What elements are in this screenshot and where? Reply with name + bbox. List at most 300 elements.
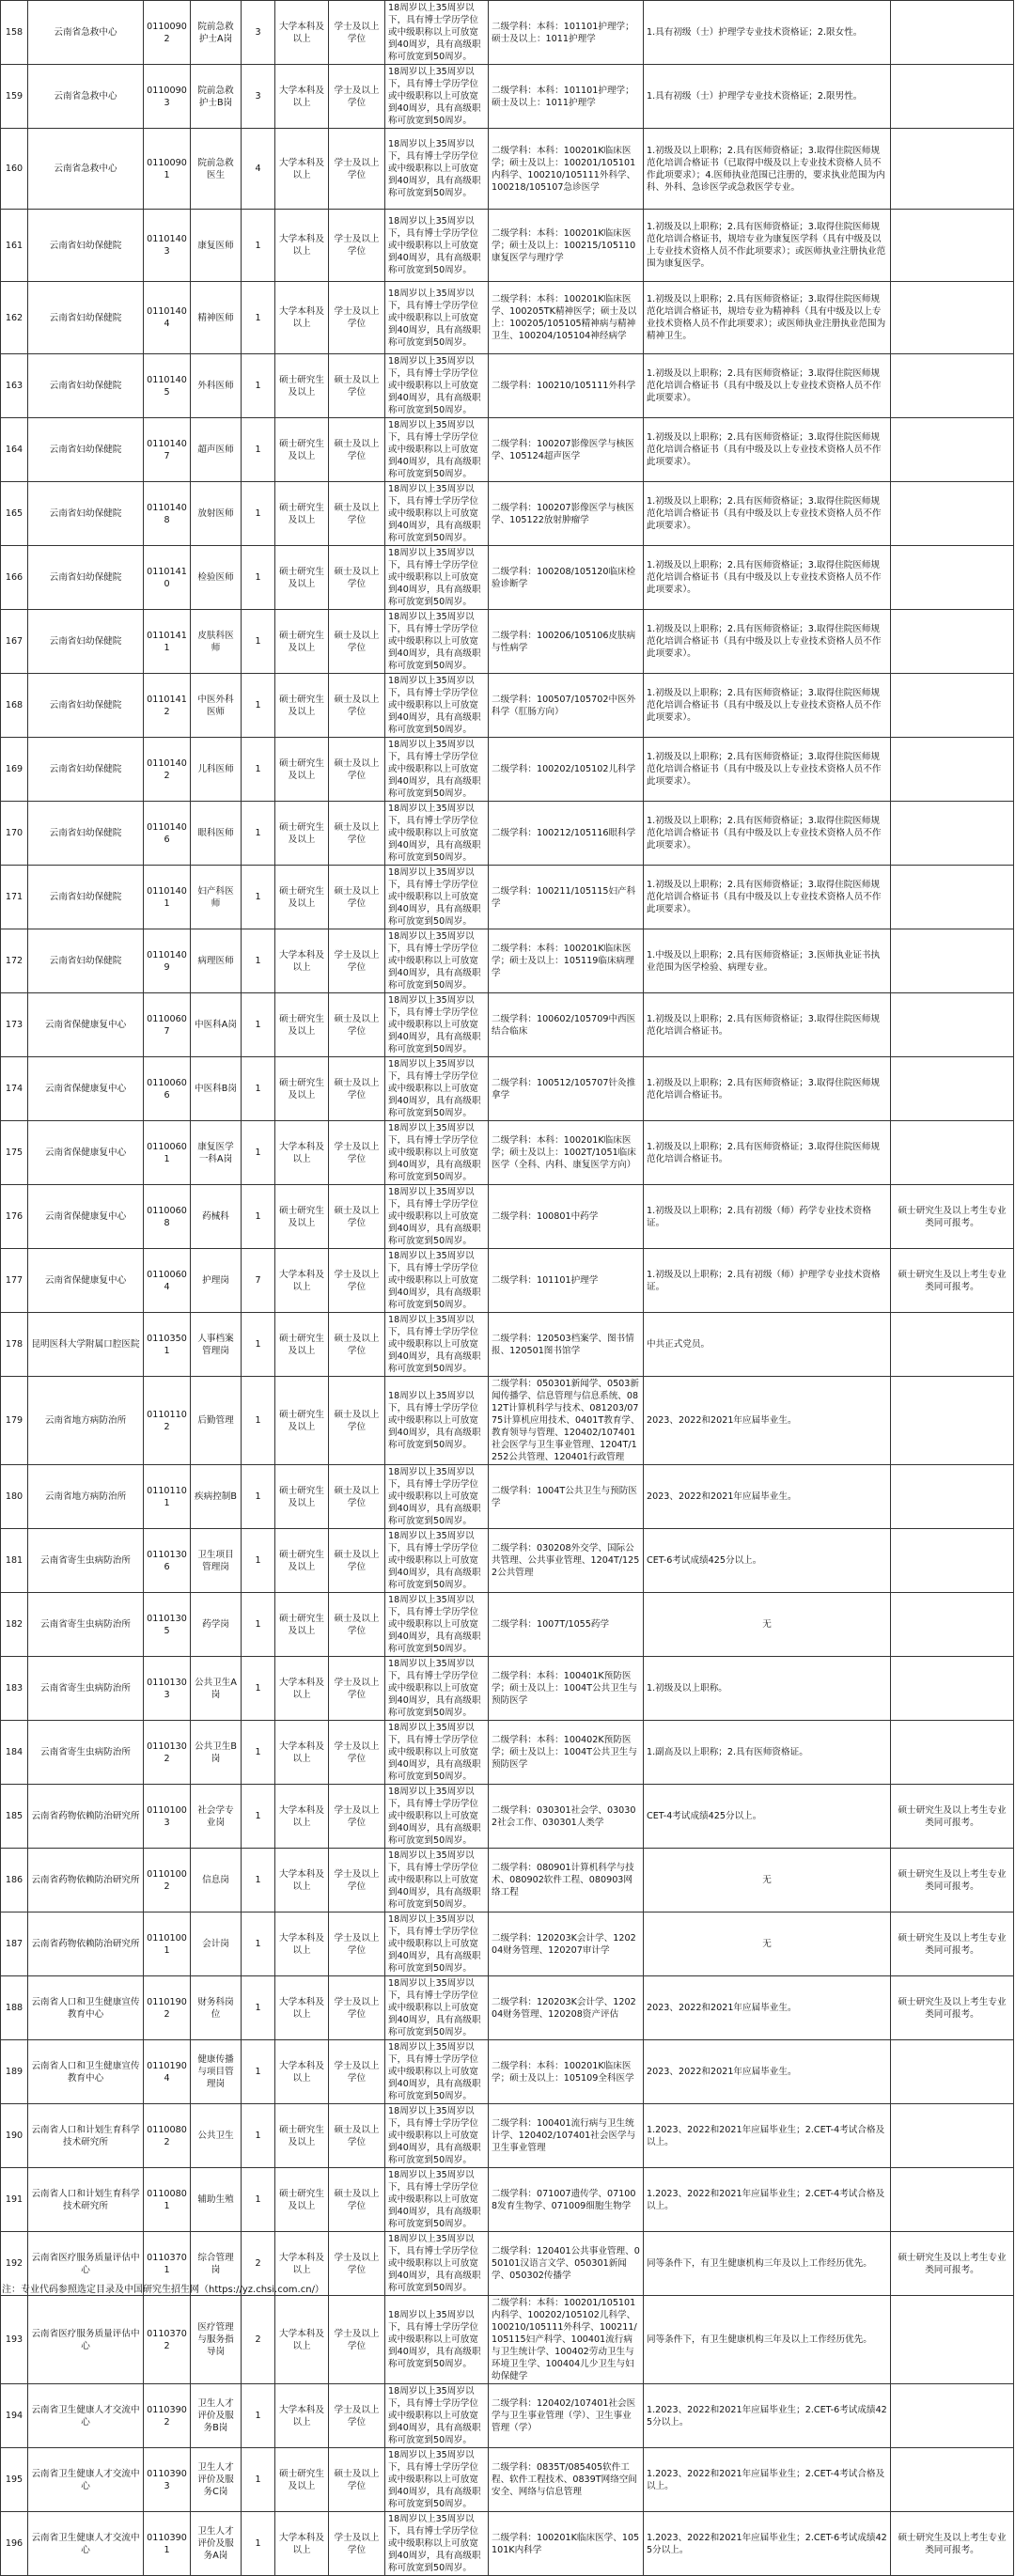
cell-degree: 硕士及以上学位 bbox=[329, 1313, 385, 1377]
cell-age-requirement: 18周岁以上35周岁以下，具有博士学历学位或中级职称以上可放宽到40周岁，具有高级职称可放宽到50周岁。 bbox=[385, 610, 489, 674]
cell-education: 大学本科及以上 bbox=[275, 65, 329, 129]
cell-age-requirement: 18周岁以上35周岁以下，具有博士学历学位或中级职称以上可放宽到40周岁，具有高级职称可放宽到50周岁。 bbox=[385, 418, 489, 482]
cell-age-requirement: 18周岁以上35周岁以下，具有博士学历学位或中级职称以上可放宽到40周岁，具有高级职称可放宽到50周岁。 bbox=[385, 802, 489, 866]
cell-education: 大学本科及以上 bbox=[275, 1912, 329, 1976]
cell-note bbox=[891, 1465, 1014, 1529]
cell-age-requirement: 18周岁以上35周岁以下，具有博士学历学位或中级职称以上可放宽到40周岁，具有高级职称可放宽到50周岁。 bbox=[385, 1, 489, 65]
cell-row-number: 164 bbox=[1, 418, 28, 482]
cell-note bbox=[891, 610, 1014, 674]
cell-unit-name: 云南省妇幼保健院 bbox=[28, 418, 144, 482]
cell-recruit-count: 1 bbox=[242, 1185, 275, 1249]
cell-post-name: 中医科A岗 bbox=[191, 993, 242, 1057]
cell-note bbox=[891, 866, 1014, 929]
cell-major: 二级学科：120503档案学、图书情报、120501图书馆学 bbox=[489, 1313, 644, 1377]
cell-other-requirements: 1.2023、2022和2021年应届毕业生；2.CET-4考试合格及以上。 bbox=[644, 2448, 891, 2512]
cell-unit-name: 云南省妇幼保健院 bbox=[28, 482, 144, 546]
cell-other-requirements: 1.具有初级（士）护理学专业技术资格证；2.限男性。 bbox=[644, 65, 891, 129]
cell-post-code: 01100801 bbox=[144, 2168, 191, 2232]
cell-note bbox=[891, 1657, 1014, 1721]
cell-post-name: 辅助生殖 bbox=[191, 2168, 242, 2232]
cell-major: 二级学科：本科：100201K临床医学、100205TK精神医学；硕士及以上：100205/105105精神病与精神卫生、100204/105104神经病学 bbox=[489, 282, 644, 354]
cell-age-requirement: 18周岁以上35周岁以下，具有博士学历学位或中级职称以上可放宽到40周岁，具有高级职称可放宽到50周岁。 bbox=[385, 1785, 489, 1849]
cell-other-requirements: 1.初级及以上职称；2.具有医师资格证；3.取得住院医师规范化培训合格证书。 bbox=[644, 993, 891, 1057]
cell-other-requirements: 2023、2022和2021年应届毕业生。 bbox=[644, 1976, 891, 2040]
cell-row-number: 191 bbox=[1, 2168, 28, 2232]
cell-recruit-count: 1 bbox=[242, 282, 275, 354]
cell-education: 大学本科及以上 bbox=[275, 1721, 329, 1785]
cell-unit-name: 云南省医疗服务质量评估中心 bbox=[28, 2232, 144, 2296]
cell-recruit-count: 1 bbox=[242, 2168, 275, 2232]
cell-unit-name: 云南省医疗服务质量评估中心 bbox=[28, 2296, 144, 2384]
cell-post-code: 01101404 bbox=[144, 282, 191, 354]
cell-degree: 学士及以上学位 bbox=[329, 1249, 385, 1313]
cell-row-number: 177 bbox=[1, 1249, 28, 1313]
cell-unit-name: 云南省保健康复中心 bbox=[28, 993, 144, 1057]
cell-other-requirements: 1.初级及以上职称；2.具有医师资格证；3.取得住院医师规范化培训合格证书（具有中级及以上专业技术资格人员不作此项要求）。 bbox=[644, 546, 891, 610]
cell-unit-name: 云南省人口和计划生育科学技术研究所 bbox=[28, 2168, 144, 2232]
cell-recruit-count: 1 bbox=[242, 866, 275, 929]
cell-post-name: 人事档案管理岗 bbox=[191, 1313, 242, 1377]
table-row bbox=[1, 418, 1014, 482]
cell-degree: 硕士及以上学位 bbox=[329, 2104, 385, 2168]
cell-other-requirements: 1.副高及以上职称；2.具有医师资格证。 bbox=[644, 1721, 891, 1785]
cell-row-number: 170 bbox=[1, 802, 28, 866]
cell-row-number: 194 bbox=[1, 2384, 28, 2448]
cell-post-name: 精神医师 bbox=[191, 282, 242, 354]
cell-recruit-count: 1 bbox=[242, 546, 275, 610]
cell-post-name: 护理岗 bbox=[191, 1249, 242, 1313]
table-row bbox=[1, 1657, 1014, 1721]
cell-post-name: 后勤管理 bbox=[191, 1377, 242, 1465]
cell-education: 硕士研究生及以上 bbox=[275, 738, 329, 802]
cell-unit-name: 云南省寄生虫病防治所 bbox=[28, 1593, 144, 1657]
cell-degree: 学士及以上学位 bbox=[329, 1785, 385, 1849]
cell-other-requirements: 1.初级及以上职称；2.具有初级（师）护理学专业技术资格证。 bbox=[644, 1249, 891, 1313]
cell-note bbox=[891, 2168, 1014, 2232]
cell-major: 二级学科：100507/105702中医外科学（肛肠方向） bbox=[489, 674, 644, 738]
cell-row-number: 196 bbox=[1, 2512, 28, 2576]
cell-education: 硕士研究生及以上 bbox=[275, 866, 329, 929]
cell-major: 二级学科：080901计算机科学与技术、080902软件工程、080903网络工程 bbox=[489, 1849, 644, 1912]
cell-post-code: 01101003 bbox=[144, 1785, 191, 1849]
cell-age-requirement: 18周岁以上35周岁以下，具有博士学历学位或中级职称以上可放宽到40周岁，具有高级职称可放宽到50周岁。 bbox=[385, 1121, 489, 1185]
cell-education: 大学本科及以上 bbox=[275, 1849, 329, 1912]
cell-note bbox=[891, 2104, 1014, 2168]
cell-other-requirements: 1.初级及以上职称；2.具有医师资格证；3.取得住院医师规范化培训合格证书（具有中级及以上专业技术资格人员不作此项要求）。 bbox=[644, 418, 891, 482]
cell-other-requirements: 1.初级及以上职称；2.具有医师资格证；3.取得住院医师规范化培训合格证书（具有中级及以上专业技术资格人员不作此项要求）。 bbox=[644, 610, 891, 674]
cell-other-requirements: CET-6考试成绩425分以上。 bbox=[644, 1529, 891, 1593]
cell-education: 大学本科及以上 bbox=[275, 282, 329, 354]
cell-post-code: 01100901 bbox=[144, 129, 191, 210]
table-row bbox=[1, 2384, 1014, 2448]
cell-age-requirement: 18周岁以上35周岁以下，具有博士学历学位或中级职称以上可放宽到40周岁，具有高级职称可放宽到50周岁。 bbox=[385, 2040, 489, 2104]
cell-post-code: 01100903 bbox=[144, 65, 191, 129]
cell-unit-name: 云南省寄生虫病防治所 bbox=[28, 1529, 144, 1593]
table-row bbox=[1, 210, 1014, 282]
cell-age-requirement: 18周岁以上35周岁以下，具有博士学历学位或中级职称以上可放宽到40周岁，具有高级职称可放宽到50周岁。 bbox=[385, 2232, 489, 2296]
cell-age-requirement: 18周岁以上35周岁以下，具有博士学历学位或中级职称以上可放宽到40周岁，具有高级职称可放宽到50周岁。 bbox=[385, 1249, 489, 1313]
table-row bbox=[1, 129, 1014, 210]
cell-row-number: 193 bbox=[1, 2296, 28, 2384]
cell-other-requirements: 1.2023、2022和2021年应届毕业生；2.CET-4考试合格及以上。 bbox=[644, 2104, 891, 2168]
table-row bbox=[1, 354, 1014, 418]
cell-recruit-count: 2 bbox=[242, 2296, 275, 2384]
cell-other-requirements: 1.初级及以上职称。 bbox=[644, 1657, 891, 1721]
cell-age-requirement: 18周岁以上35周岁以下，具有博士学历学位或中级职称以上可放宽到40周岁，具有高级职称可放宽到50周岁。 bbox=[385, 1912, 489, 1976]
cell-degree: 硕士及以上学位 bbox=[329, 546, 385, 610]
cell-post-name: 院前急救护士B岗 bbox=[191, 65, 242, 129]
cell-major: 二级学科：100212/105116眼科学 bbox=[489, 802, 644, 866]
cell-recruit-count: 1 bbox=[242, 1465, 275, 1529]
cell-post-code: 01101306 bbox=[144, 1529, 191, 1593]
cell-post-code: 01101002 bbox=[144, 1849, 191, 1912]
cell-major: 二级学科：050301新闻学、0503新闻传播学、信息管理与信息系统、0812T计算机科学与技术、081203/0775计算机应用技术、0401T教育学、教育领导与管理、120402/107401社会医学与卫生事业管理、1204T/1252公共管理、120401行政管理 bbox=[489, 1377, 644, 1465]
table-row bbox=[1, 65, 1014, 129]
table-row bbox=[1, 1185, 1014, 1249]
cell-unit-name: 云南省地方病防治所 bbox=[28, 1465, 144, 1529]
cell-major: 二级学科：100208/105120临床检验诊断学 bbox=[489, 546, 644, 610]
table-row bbox=[1, 929, 1014, 993]
table-row bbox=[1, 738, 1014, 802]
cell-age-requirement: 18周岁以上35周岁以下，具有博士学历学位或中级职称以上可放宽到40周岁，具有高级职称可放宽到50周岁。 bbox=[385, 1529, 489, 1593]
cell-post-code: 01101401 bbox=[144, 866, 191, 929]
cell-degree: 学士及以上学位 bbox=[329, 1976, 385, 2040]
cell-unit-name: 云南省保健康复中心 bbox=[28, 1185, 144, 1249]
cell-major: 二级学科：100202/105102儿科学 bbox=[489, 738, 644, 802]
cell-unit-name: 云南省妇幼保健院 bbox=[28, 610, 144, 674]
cell-post-name: 皮肤科医师 bbox=[191, 610, 242, 674]
cell-note bbox=[891, 210, 1014, 282]
cell-other-requirements: 中共正式党员。 bbox=[644, 1313, 891, 1377]
cell-post-name: 卫生人才评价及服务A岗 bbox=[191, 2512, 242, 2576]
cell-education: 硕士研究生及以上 bbox=[275, 993, 329, 1057]
cell-note bbox=[891, 2448, 1014, 2512]
cell-unit-name: 云南省药物依赖防治研究所 bbox=[28, 1849, 144, 1912]
cell-degree: 硕士及以上学位 bbox=[329, 674, 385, 738]
cell-other-requirements: 1.初级及以上职称；2.具有医师资格证；3.取得住院医师规范化培训合格证书，规培专业为精神科（具有中级及以上专业技术资格人员不作此项要求）；或医师执业注册执业范围为精神卫生。 bbox=[644, 282, 891, 354]
cell-degree: 学士及以上学位 bbox=[329, 1, 385, 65]
cell-post-name: 院前急救医生 bbox=[191, 129, 242, 210]
cell-post-name: 药械科 bbox=[191, 1185, 242, 1249]
cell-post-code: 01101402 bbox=[144, 738, 191, 802]
cell-age-requirement: 18周岁以上35周岁以下，具有博士学历学位或中级职称以上可放宽到40周岁，具有高级职称可放宽到50周岁。 bbox=[385, 738, 489, 802]
cell-recruit-count: 1 bbox=[242, 1849, 275, 1912]
cell-note bbox=[891, 2296, 1014, 2384]
cell-row-number: 167 bbox=[1, 610, 28, 674]
cell-post-name: 信息岗 bbox=[191, 1849, 242, 1912]
cell-other-requirements: 1.初级及以上职称；2.具有医师资格证；3.取得住院医师规范化培训合格证书。 bbox=[644, 1057, 891, 1121]
cell-degree: 学士及以上学位 bbox=[329, 2232, 385, 2296]
cell-post-code: 01101904 bbox=[144, 2040, 191, 2104]
cell-unit-name: 云南省保健康复中心 bbox=[28, 1249, 144, 1313]
cell-age-requirement: 18周岁以上35周岁以下，具有博士学历学位或中级职称以上可放宽到40周岁，具有高级职称可放宽到50周岁。 bbox=[385, 993, 489, 1057]
cell-row-number: 183 bbox=[1, 1657, 28, 1721]
cell-row-number: 159 bbox=[1, 65, 28, 129]
cell-other-requirements: 1.初级及以上职称；2.具有医师资格证；3.取得住院医师规范化培训合格证书，规培专业为康复医学科（具有中级及以上专业技术资格人员不作此项要求）；或医师执业注册执业范围为康复医学。 bbox=[644, 210, 891, 282]
cell-other-requirements: 1.中级及以上职称；2.具有医师资格证；3.医师执业证书执业范围为医学检验、病理专业。 bbox=[644, 929, 891, 993]
cell-unit-name: 云南省卫生健康人才交流中心 bbox=[28, 2448, 144, 2512]
cell-note bbox=[891, 802, 1014, 866]
cell-post-name: 卫生人才评价及服务B岗 bbox=[191, 2384, 242, 2448]
cell-post-code: 01100606 bbox=[144, 1057, 191, 1121]
cell-unit-name: 云南省寄生虫病防治所 bbox=[28, 1657, 144, 1721]
cell-unit-name: 云南省地方病防治所 bbox=[28, 1377, 144, 1465]
cell-row-number: 172 bbox=[1, 929, 28, 993]
cell-recruit-count: 1 bbox=[242, 674, 275, 738]
cell-age-requirement: 18周岁以上35周岁以下，具有博士学历学位或中级职称以上可放宽到40周岁，具有高级职称可放宽到50周岁。 bbox=[385, 1465, 489, 1529]
cell-unit-name: 云南省卫生健康人才交流中心 bbox=[28, 2512, 144, 2576]
cell-row-number: 178 bbox=[1, 1313, 28, 1377]
cell-recruit-count: 1 bbox=[242, 210, 275, 282]
table-row bbox=[1, 674, 1014, 738]
cell-post-name: 社会学专业岗 bbox=[191, 1785, 242, 1849]
cell-major: 二级学科：本科：101101护理学；硕士及以上：1011护理学 bbox=[489, 1, 644, 65]
cell-recruit-count: 7 bbox=[242, 1249, 275, 1313]
cell-other-requirements: 1.初级及以上职称；2.具有医师资格证；3.取得住院医师规范化培训合格证书（具有中级及以上专业技术资格人员不作此项要求）。 bbox=[644, 674, 891, 738]
cell-age-requirement: 18周岁以上35周岁以下，具有博士学历学位或中级职称以上可放宽到40周岁，具有高级职称可放宽到50周岁。 bbox=[385, 1593, 489, 1657]
cell-post-code: 01101409 bbox=[144, 929, 191, 993]
cell-note bbox=[891, 1, 1014, 65]
cell-post-name: 康复医学一科A岗 bbox=[191, 1121, 242, 1185]
cell-degree: 硕士及以上学位 bbox=[329, 993, 385, 1057]
cell-unit-name: 云南省急救中心 bbox=[28, 65, 144, 129]
table-row bbox=[1, 2512, 1014, 2576]
cell-post-code: 01101302 bbox=[144, 1721, 191, 1785]
cell-education: 硕士研究生及以上 bbox=[275, 1057, 329, 1121]
cell-row-number: 169 bbox=[1, 738, 28, 802]
table-row bbox=[1, 2104, 1014, 2168]
cell-age-requirement: 18周岁以上35周岁以下，具有博士学历学位或中级职称以上可放宽到40周岁，具有高级职称可放宽到50周岁。 bbox=[385, 1976, 489, 2040]
cell-post-code: 01100601 bbox=[144, 1121, 191, 1185]
cell-education: 硕士研究生及以上 bbox=[275, 1185, 329, 1249]
cell-note bbox=[891, 674, 1014, 738]
cell-education: 硕士研究生及以上 bbox=[275, 610, 329, 674]
table-row bbox=[1, 282, 1014, 354]
cell-other-requirements: 无 bbox=[644, 1912, 891, 1976]
cell-education: 大学本科及以上 bbox=[275, 2232, 329, 2296]
cell-degree: 硕士及以上学位 bbox=[329, 1465, 385, 1529]
cell-post-name: 眼科医师 bbox=[191, 802, 242, 866]
cell-age-requirement: 18周岁以上35周岁以下，具有博士学历学位或中级职称以上可放宽到40周岁，具有高级职称可放宽到50周岁。 bbox=[385, 2104, 489, 2168]
cell-recruit-count: 4 bbox=[242, 129, 275, 210]
cell-recruit-count: 1 bbox=[242, 2104, 275, 2168]
cell-other-requirements: 1.具有初级（士）护理学专业技术资格证；2.限女性。 bbox=[644, 1, 891, 65]
cell-recruit-count: 1 bbox=[242, 802, 275, 866]
cell-other-requirements: 2023、2022和2021年应届毕业生。 bbox=[644, 1377, 891, 1465]
cell-note bbox=[891, 2040, 1014, 2104]
table-row bbox=[1, 993, 1014, 1057]
cell-row-number: 163 bbox=[1, 354, 28, 418]
cell-post-code: 01101102 bbox=[144, 1377, 191, 1465]
table-row bbox=[1, 1912, 1014, 1976]
cell-row-number: 187 bbox=[1, 1912, 28, 1976]
cell-recruit-count: 1 bbox=[242, 929, 275, 993]
table-row bbox=[1, 1465, 1014, 1529]
cell-education: 大学本科及以上 bbox=[275, 1976, 329, 2040]
cell-age-requirement: 18周岁以上35周岁以下，具有博士学历学位或中级职称以上可放宽到40周岁，具有高级职称可放宽到50周岁。 bbox=[385, 1185, 489, 1249]
cell-post-code: 01103901 bbox=[144, 2512, 191, 2576]
cell-major: 二级学科：100211/105115妇产科学 bbox=[489, 866, 644, 929]
cell-post-code: 01101101 bbox=[144, 1465, 191, 1529]
cell-post-code: 01101410 bbox=[144, 546, 191, 610]
cell-post-code: 01101001 bbox=[144, 1912, 191, 1976]
cell-row-number: 180 bbox=[1, 1465, 28, 1529]
cell-degree: 硕士及以上学位 bbox=[329, 1185, 385, 1249]
cell-row-number: 179 bbox=[1, 1377, 28, 1465]
cell-education: 大学本科及以上 bbox=[275, 2040, 329, 2104]
cell-education: 硕士研究生及以上 bbox=[275, 1593, 329, 1657]
cell-age-requirement: 18周岁以上35周岁以下，具有博士学历学位或中级职称以上可放宽到40周岁，具有高级职称可放宽到50周岁。 bbox=[385, 210, 489, 282]
cell-post-code: 01101412 bbox=[144, 674, 191, 738]
cell-post-code: 01101902 bbox=[144, 1976, 191, 2040]
cell-post-code: 01103903 bbox=[144, 2448, 191, 2512]
cell-post-name: 病理医师 bbox=[191, 929, 242, 993]
table-row bbox=[1, 1057, 1014, 1121]
cell-major: 二级学科：100602/105709中西医结合临床 bbox=[489, 993, 644, 1057]
cell-education: 硕士研究生及以上 bbox=[275, 1377, 329, 1465]
cell-age-requirement: 18周岁以上35周岁以下，具有博士学历学位或中级职称以上可放宽到40周岁，具有高级职称可放宽到50周岁。 bbox=[385, 1721, 489, 1785]
cell-note: 硕士研究生及以上考生专业类同可报考。 bbox=[891, 1976, 1014, 2040]
cell-row-number: 189 bbox=[1, 2040, 28, 2104]
table-row bbox=[1, 482, 1014, 546]
cell-age-requirement: 18周岁以上35周岁以下，具有博士学历学位或中级职称以上可放宽到40周岁，具有高级职称可放宽到50周岁。 bbox=[385, 1057, 489, 1121]
cell-post-code: 01100902 bbox=[144, 1, 191, 65]
cell-education: 硕士研究生及以上 bbox=[275, 2448, 329, 2512]
cell-row-number: 190 bbox=[1, 2104, 28, 2168]
cell-note: 硕士研究生及以上考生专业类同可报考。 bbox=[891, 1912, 1014, 1976]
cell-post-code: 01103501 bbox=[144, 1313, 191, 1377]
cell-other-requirements: 2023、2022和2021年应届毕业生。 bbox=[644, 2040, 891, 2104]
cell-post-code: 01101408 bbox=[144, 482, 191, 546]
cell-unit-name: 云南省妇幼保健院 bbox=[28, 866, 144, 929]
cell-education: 硕士研究生及以上 bbox=[275, 418, 329, 482]
cell-row-number: 184 bbox=[1, 1721, 28, 1785]
cell-major: 二级学科：100201K临床医学、105101K内科学 bbox=[489, 2512, 644, 2576]
table-row bbox=[1, 1849, 1014, 1912]
cell-note bbox=[891, 738, 1014, 802]
cell-post-name: 卫生人才评价及服务C岗 bbox=[191, 2448, 242, 2512]
cell-recruit-count: 2 bbox=[242, 2232, 275, 2296]
cell-education: 大学本科及以上 bbox=[275, 1121, 329, 1185]
cell-post-code: 01101403 bbox=[144, 210, 191, 282]
cell-note: 硕士研究生及以上考生专业类同可报考。 bbox=[891, 1849, 1014, 1912]
cell-row-number: 188 bbox=[1, 1976, 28, 2040]
cell-unit-name: 云南省妇幼保健院 bbox=[28, 354, 144, 418]
cell-note bbox=[891, 1121, 1014, 1185]
cell-education: 硕士研究生及以上 bbox=[275, 2104, 329, 2168]
cell-other-requirements: 2023、2022和2021年应届毕业生。 bbox=[644, 1465, 891, 1529]
cell-unit-name: 云南省妇幼保健院 bbox=[28, 210, 144, 282]
cell-post-code: 01100608 bbox=[144, 1185, 191, 1249]
table-row bbox=[1, 610, 1014, 674]
cell-post-name: 会计岗 bbox=[191, 1912, 242, 1976]
cell-major: 二级学科：本科：100401K预防医学；硕士及以上：1004T公共卫生与预防医学 bbox=[489, 1657, 644, 1721]
cell-recruit-count: 1 bbox=[242, 738, 275, 802]
cell-post-name: 康复医师 bbox=[191, 210, 242, 282]
cell-other-requirements: 1.初级及以上职称；2.具有初级（师）药学专业技术资格证。 bbox=[644, 1185, 891, 1249]
cell-post-code: 01101405 bbox=[144, 354, 191, 418]
cell-major: 二级学科：100512/105707针灸推拿学 bbox=[489, 1057, 644, 1121]
cell-recruit-count: 1 bbox=[242, 1976, 275, 2040]
cell-major: 二级学科：100801中药学 bbox=[489, 1185, 644, 1249]
cell-post-name: 公共卫生 bbox=[191, 2104, 242, 2168]
cell-major: 二级学科：071007遗传学、071008发育生物学、071009细胞生物学 bbox=[489, 2168, 644, 2232]
cell-row-number: 158 bbox=[1, 1, 28, 65]
cell-degree: 硕士及以上学位 bbox=[329, 418, 385, 482]
table-row bbox=[1, 2448, 1014, 2512]
cell-row-number: 173 bbox=[1, 993, 28, 1057]
cell-major: 二级学科：本科：100402K预防医学；硕士及以上：1004T公共卫生与预防医学 bbox=[489, 1721, 644, 1785]
cell-note bbox=[891, 354, 1014, 418]
cell-recruit-count: 1 bbox=[242, 993, 275, 1057]
cell-degree: 学士及以上学位 bbox=[329, 2384, 385, 2448]
table-row bbox=[1, 802, 1014, 866]
cell-age-requirement: 18周岁以上35周岁以下，具有博士学历学位或中级职称以上可放宽到40周岁，具有高级职称可放宽到50周岁。 bbox=[385, 1849, 489, 1912]
cell-post-code: 01101305 bbox=[144, 1593, 191, 1657]
cell-degree: 学士及以上学位 bbox=[329, 1121, 385, 1185]
cell-post-name: 综合管理岗 bbox=[191, 2232, 242, 2296]
cell-unit-name: 云南省保健康复中心 bbox=[28, 1057, 144, 1121]
cell-degree: 学士及以上学位 bbox=[329, 1657, 385, 1721]
cell-note bbox=[891, 1721, 1014, 1785]
cell-note bbox=[891, 65, 1014, 129]
cell-recruit-count: 3 bbox=[242, 65, 275, 129]
cell-row-number: 171 bbox=[1, 866, 28, 929]
cell-education: 硕士研究生及以上 bbox=[275, 1529, 329, 1593]
cell-recruit-count: 1 bbox=[242, 418, 275, 482]
cell-other-requirements: 1.初级及以上职称；2.具有医师资格证；3.取得住院医师规范化培训合格证书。 bbox=[644, 1121, 891, 1185]
cell-note bbox=[891, 1057, 1014, 1121]
cell-unit-name: 云南省卫生健康人才交流中心 bbox=[28, 2384, 144, 2448]
cell-note bbox=[891, 1377, 1014, 1465]
cell-note bbox=[891, 418, 1014, 482]
cell-age-requirement: 18周岁以上35周岁以下，具有博士学历学位或中级职称以上可放宽到40周岁，具有高级职称可放宽到50周岁。 bbox=[385, 2512, 489, 2576]
cell-education: 大学本科及以上 bbox=[275, 2512, 329, 2576]
table-row bbox=[1, 1249, 1014, 1313]
cell-age-requirement: 18周岁以上35周岁以下，具有博士学历学位或中级职称以上可放宽到40周岁，具有高级职称可放宽到50周岁。 bbox=[385, 1377, 489, 1465]
cell-education: 大学本科及以上 bbox=[275, 1249, 329, 1313]
cell-note bbox=[891, 1593, 1014, 1657]
cell-age-requirement: 18周岁以上35周岁以下，具有博士学历学位或中级职称以上可放宽到40周岁，具有高级职称可放宽到50周岁。 bbox=[385, 1313, 489, 1377]
cell-recruit-count: 1 bbox=[242, 1057, 275, 1121]
cell-other-requirements: CET-4考试成绩425分以上。 bbox=[644, 1785, 891, 1849]
cell-education: 硕士研究生及以上 bbox=[275, 1313, 329, 1377]
cell-post-name: 中医外科医师 bbox=[191, 674, 242, 738]
cell-degree: 学士及以上学位 bbox=[329, 282, 385, 354]
cell-unit-name: 云南省妇幼保健院 bbox=[28, 802, 144, 866]
table-row bbox=[1, 2040, 1014, 2104]
cell-major: 二级学科：本科：101101护理学；硕士及以上：1011护理学 bbox=[489, 65, 644, 129]
cell-row-number: 192 bbox=[1, 2232, 28, 2296]
cell-recruit-count: 1 bbox=[242, 1657, 275, 1721]
table-row bbox=[1, 2296, 1014, 2384]
cell-age-requirement: 18周岁以上35周岁以下，具有博士学历学位或中级职称以上可放宽到40周岁，具有高级职称可放宽到50周岁。 bbox=[385, 354, 489, 418]
cell-unit-name: 云南省药物依赖防治研究所 bbox=[28, 1785, 144, 1849]
cell-age-requirement: 18周岁以上35周岁以下，具有博士学历学位或中级职称以上可放宽到40周岁，具有高级职称可放宽到50周岁。 bbox=[385, 482, 489, 546]
cell-post-name: 院前急救护士A岗 bbox=[191, 1, 242, 65]
cell-recruit-count: 1 bbox=[242, 1785, 275, 1849]
cell-age-requirement: 18周岁以上35周岁以下，具有博士学历学位或中级职称以上可放宽到40周岁，具有高级职称可放宽到50周岁。 bbox=[385, 866, 489, 929]
cell-major: 二级学科：101101护理学 bbox=[489, 1249, 644, 1313]
table-row bbox=[1, 1529, 1014, 1593]
cell-note bbox=[891, 546, 1014, 610]
cell-recruit-count: 1 bbox=[242, 2040, 275, 2104]
cell-unit-name: 云南省药物依赖防治研究所 bbox=[28, 1912, 144, 1976]
cell-note bbox=[891, 1529, 1014, 1593]
cell-other-requirements: 1.初级及以上职称；2.具有医师资格证；3.取得住院医师规范化培训合格证书（具有中级及以上专业技术资格人员不作此项要求）。 bbox=[644, 354, 891, 418]
cell-degree: 硕士及以上学位 bbox=[329, 2448, 385, 2512]
cell-post-code: 01101407 bbox=[144, 418, 191, 482]
